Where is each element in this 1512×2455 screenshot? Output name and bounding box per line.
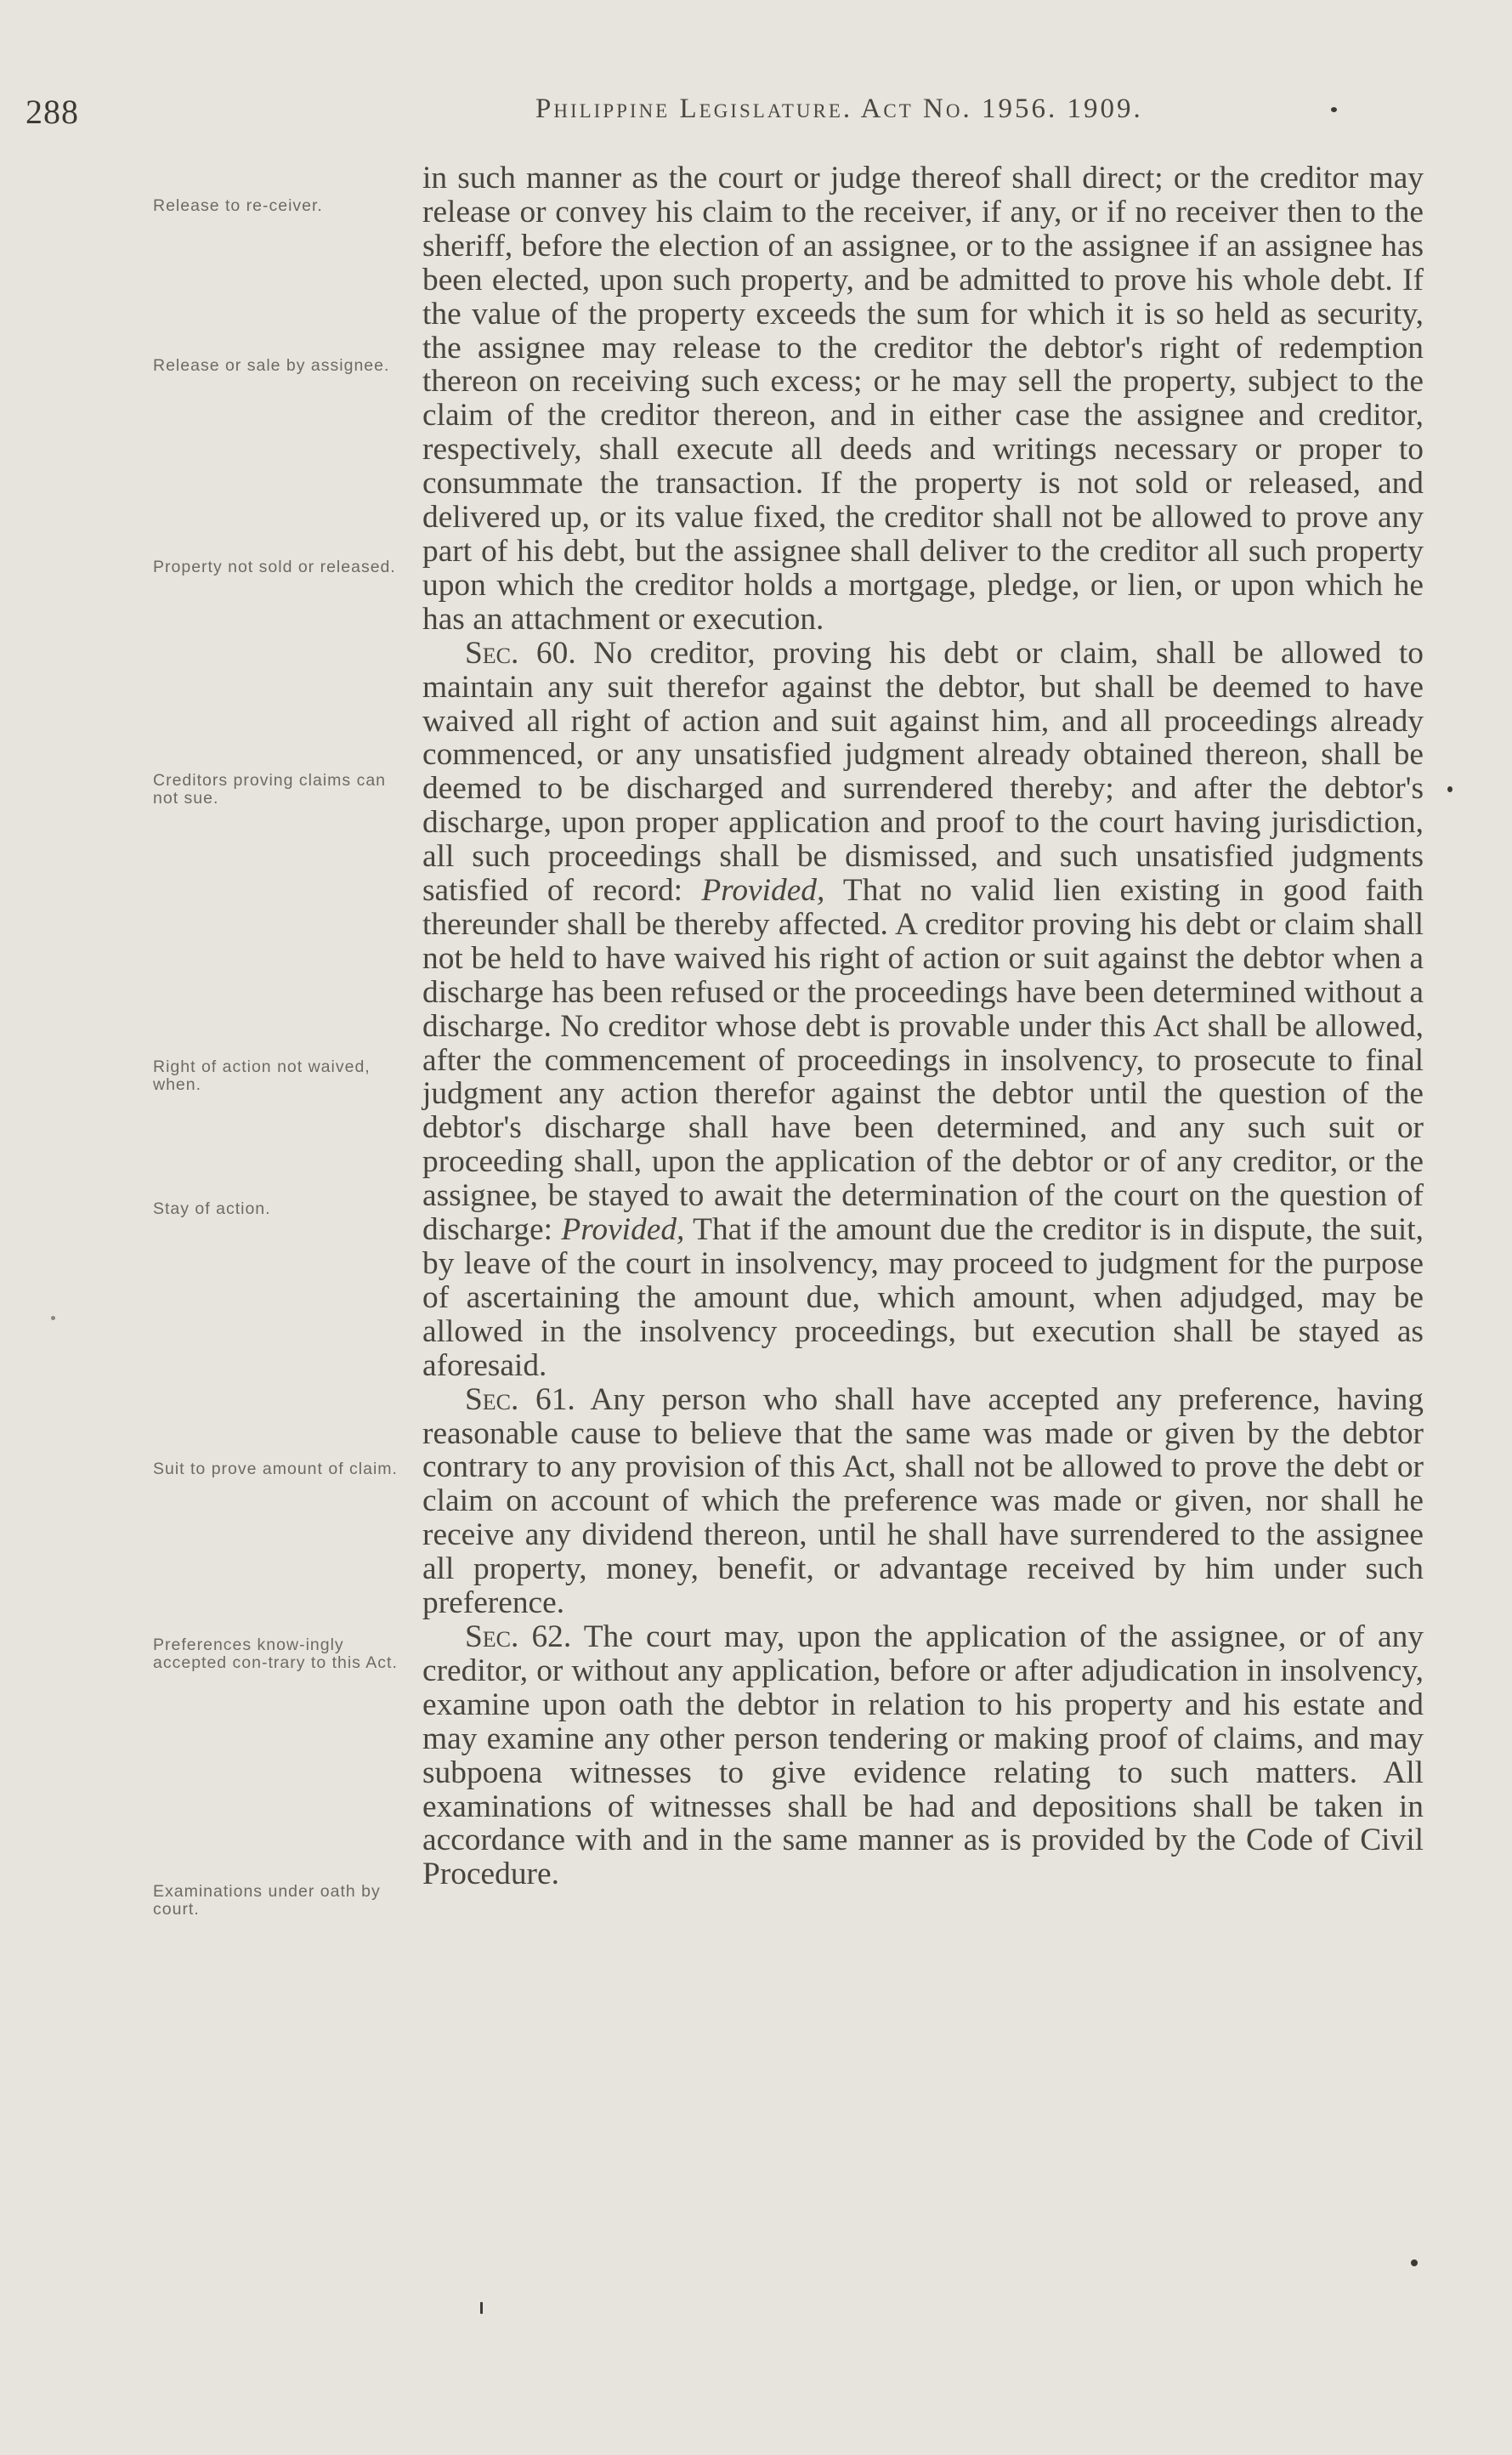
paragraph-section-61 — [422, 1383, 1424, 1620]
section-62-text: The court may, upon the application of the assignee, or of any creditor, or without any application, before or after adjudication in insolvency, examine upon oath the debtor in relation to his property and his estate and may examine any other person tendering or making proof of claims, and may subpoena witnesses to give evidence relating to such matters. All examinations of witnesses shall be had and depositions shall be taken in accordance with and in the same manner as is provided by the Code of Civil Procedure. — [422, 1619, 1424, 1892]
page-number: 288 — [25, 93, 79, 131]
margin-note-property-not-sold: Property not sold or released. — [153, 558, 396, 576]
margin-note-stay-of-action: Stay of action. — [153, 1199, 271, 1218]
scan-speck — [480, 2302, 483, 2314]
margin-note-creditors-cannot-sue: Creditors proving claims can not sue. — [153, 771, 387, 808]
margin-note-examinations: Examinations under oath by court. — [153, 1882, 381, 1919]
margin-note-right-of-action: Right of action not waived, when. — [153, 1057, 371, 1094]
proviso-1: Provided, — [701, 873, 825, 909]
section-61-text: Any person who shall have accepted any preference, having reasonable cause to believe that the same was made or given by the debtor contrary to any provision of this Act, shall not be allowed to prove the debt or claim on account of which the preference was made or given, nor shall he receive any dividend thereon, until he shall have surrendered to the assignee all property, money, benefit, or advantage received by him under such preference. — [422, 1381, 1424, 1621]
section-60-text-b: That no valid lien existing in good faith thereunder shall be thereby affected. A creditor proving his debt or claim shall not be held to have waived his right of action or suit against the debtor when a discharge has been refused or the proceedings have been determined without a discharge. No creditor whose debt is provable under this Act shall be allowed, after the commencement of proceedings in insolvency, to prosecute to final judgment any action therefor against the debtor until the question of the debtor's discharge shall have been determined, and any such suit or proceeding shall, upon the application of the debtor or of any creditor, or the assignee, be stayed to await the determination of the court on the question of discharge: — [422, 873, 1424, 1248]
margin-note-release-or-sale: Release or sale by assignee. — [153, 356, 390, 375]
scan-speck — [1331, 107, 1337, 112]
paragraph-section-62 — [422, 1620, 1424, 1891]
paragraph-continuation: in such manner as the court or judge thereof shall direct; or the creditor may release or convey his claim to the receiver, if any, or if no receiver then to the sheriff, before the election of an assignee, or to the assignee if an assignee has been elected, upon such property, and be admitted to prove his whole debt. If the value of the property exceeds the sum for which it is so held as security, the assignee may release to the creditor the debtor's right of redemption thereon on receiving such excess; or he may sell the property, subject to the claim of the creditor thereon, and in either case the assignee and creditor, respectively, shall execute all deeds and writings necessary or proper to consummate the transaction. If the property is not sold or released, and delivered up, or its value fixed, the creditor shall not be allowed to prove any part of his debt, but the assignee shall deliver to the creditor all such property upon which the creditor holds a mortgage, pledge, or lien, or upon which he has an attachment or execution. — [422, 161, 1424, 637]
section-61-label: Sec. 61. — [465, 1381, 575, 1417]
section-60-text-a: No creditor, proving his debt or claim, shall be allowed to maintain any suit therefor against the debtor, but shall be deemed to have waived all right of action and suit against him, and all proceedings already commenced, or any unsatisfied judgment already obtained thereon, shall be deemed to be discharged and surrendered thereby; and after the debtor's discharge, upon proper application and proof to the court having jurisdiction, all such proceedings shall be dismissed, and such unsatisfied judgments satisfied of record: — [422, 635, 1424, 909]
margin-note-suit-to-prove: Suit to prove amount of claim. — [153, 1460, 398, 1478]
proviso-2: Provided, — [561, 1212, 685, 1248]
margin-note-preferences: Preferences know-ingly accepted con-trary to this Act. — [153, 1636, 398, 1672]
scan-speck — [1447, 786, 1453, 792]
scan-speck — [1411, 2259, 1418, 2266]
running-head: Philippine Legislature. Act No. 1956. 1909. — [535, 94, 1143, 124]
section-60-text-c: That if the amount due the creditor is in dispute, the suit, by leave of the court in insolvency, may proceed to judgment for the purpose of ascertaining the amount due, which amount, when adjudged, may be allowed in the insolvency proceedings, but execution shall be stayed as aforesaid. — [422, 1212, 1424, 1383]
margin-note-release-to-receiver: Release to re-ceiver. — [153, 196, 323, 215]
paragraph-section-60 — [422, 637, 1424, 1383]
body-text — [422, 162, 1424, 1891]
section-62-label: Sec. 62. — [465, 1619, 572, 1654]
scan-speck — [51, 1316, 55, 1320]
section-60-label: Sec. 60. — [465, 635, 576, 671]
